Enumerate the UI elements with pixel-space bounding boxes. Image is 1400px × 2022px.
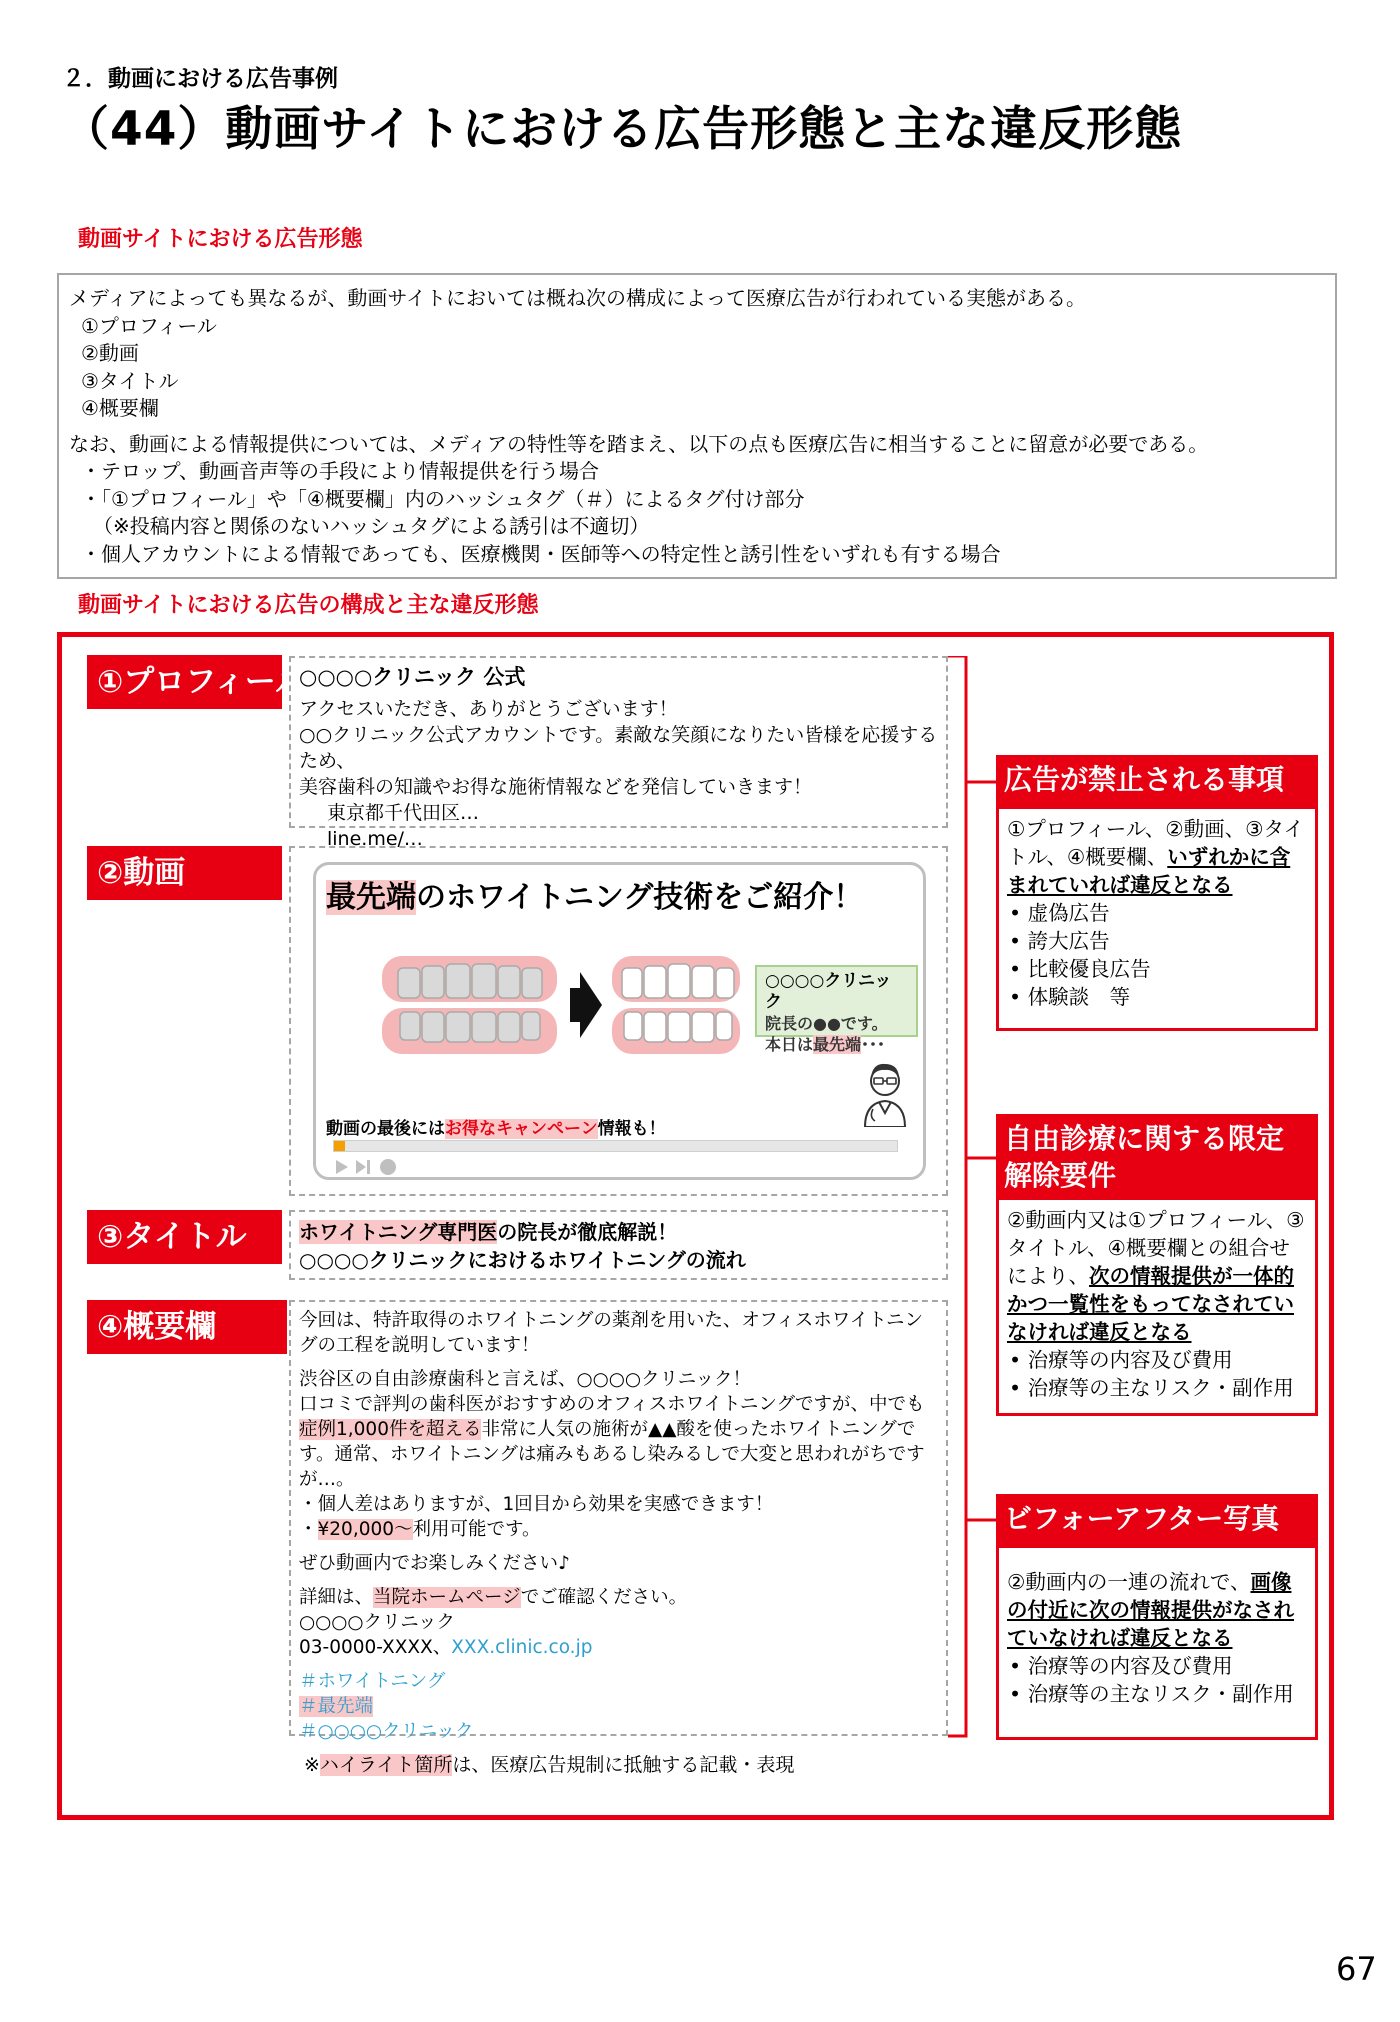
page-number: 67 — [1336, 1950, 1377, 1988]
panel-text: ②動画内又は①プロフィール、③タイトル、④概要欄との組合せにより、次の情報提供が一体的かつ一覧性をもってなされていなければ違反となる — [1007, 1208, 1305, 1344]
profile-box — [289, 656, 948, 850]
video-progress-bar[interactable] — [333, 1140, 898, 1152]
title-highlight: ホワイトニング専門医 — [299, 1220, 498, 1244]
profile-line: ○○クリニック公式アカウントです。素敵な笑顔になりたい皆様を応援するため、 — [299, 724, 938, 772]
panel-item: • 治療等の主なリスク・副作用 — [1009, 1682, 1294, 1706]
panel-exemption-body — [996, 1200, 1318, 1416]
label-profile: ①プロフィール — [87, 655, 282, 709]
speech-bubble — [755, 965, 918, 1054]
profile-line: アクセスいただき、ありがとうございます！ — [299, 698, 678, 720]
summary-highlight: 症例1,000件を超える — [299, 1419, 482, 1440]
video-caption — [326, 872, 863, 916]
intro-line1: メディアによっても異なるが、動画サイトにおいては概ね次の構成によって医療広告が行われている実態がある。 — [69, 286, 1086, 310]
panel-prohibited-heading: 広告が禁止される事項 — [996, 755, 1318, 809]
bubble-highlight: 最先端 — [813, 1035, 862, 1054]
profile-address: 東京都千代田区… — [327, 802, 480, 824]
summary-clinic: ○○○○クリニック — [299, 1612, 455, 1633]
video-title-line2: ○○○○クリニックにおけるホワイトニングの流れ — [299, 1248, 746, 1272]
footnote: ※ハイライト箇所は、医療広告規制に抵触する記載・表現 — [304, 1754, 795, 1776]
intro-point: （※投稿内容と関係のないハッシュタグによる誘引は不適切） — [93, 514, 650, 538]
section-label: ２．動画における広告事例 — [62, 66, 338, 92]
intro-point: ・「①プロフィール」や「④概要欄」内のハッシュタグ（＃）によるタグ付け部分 — [81, 486, 805, 511]
summary-contact: 03-0000-XXXX、XXX.clinic.co.jp — [299, 1637, 593, 1658]
hashtag-link[interactable]: ＃最先端 — [299, 1696, 374, 1717]
panel-item: • 虚偽広告 — [1009, 901, 1110, 925]
panel-beforeafter-heading: ビフォーアフター写真 — [996, 1494, 1318, 1548]
profile-line: 美容歯科の知識やお得な施術情報などを発信していきます！ — [299, 776, 813, 798]
profile-link[interactable]: line.me/… — [327, 828, 423, 850]
footnote-highlight: ハイライト箇所 — [319, 1754, 453, 1776]
intro-item: ②動画 — [81, 341, 139, 365]
hashtag-link[interactable]: ＃○○○○クリニック — [299, 1721, 474, 1742]
title-box — [289, 1210, 948, 1280]
label-summary: ④概要欄 — [87, 1300, 287, 1354]
intro-line2: なお、動画による情報提供については、メディアの特性等を踏まえ、以下の点も医療広告に相当することに留意が必要である。 — [69, 431, 1209, 456]
summary-line: ぜひ動画内でお楽しみください♪ — [299, 1553, 570, 1574]
intro-item: ③タイトル — [81, 368, 179, 393]
summary-paragraph: 口コミで評判の歯科医がおすすめのオフィスホワイトニングですが、中でも症例1,000件を超える非常に人気の施術が▲▲酸を使ったホワイトニングです。通常、ホワイトニングは痛みもあるし染みるしで大変と思われがちですが…。 — [299, 1394, 925, 1490]
summary-line: 詳細は、当院ホームページでご確認ください。 — [299, 1587, 688, 1608]
right-bracket — [946, 656, 998, 1738]
summary-homepage-highlight: 当院ホームページ — [373, 1587, 521, 1608]
panel-item: • 体験談 等 — [1009, 985, 1131, 1009]
panel-item: • 治療等の内容及び費用 — [1009, 1654, 1233, 1678]
panel-prohibited-body — [996, 809, 1318, 1031]
teeth-before-icon — [382, 956, 557, 1054]
panel-text: ②動画内の一連の流れで、画像の付近に次の情報提供がなされていなければ違反となる — [1007, 1570, 1294, 1650]
video-progress-fill — [334, 1141, 345, 1151]
player-controls — [334, 1158, 414, 1176]
heading-structure: 動画サイトにおける広告の構成と主な違反形態 — [78, 593, 539, 618]
hashtag-link[interactable]: ＃ホワイトニング — [299, 1671, 446, 1692]
page-title: （44）動画サイトにおける広告形態と主な違反形態 — [62, 102, 1183, 157]
summary-paragraph: 今回は、特許取得のホワイトニングの薬剤を用いた、オフィスホワイトニングの工程を説明しています！ — [299, 1310, 924, 1356]
summary-price-highlight: ¥20,000～ — [317, 1519, 413, 1540]
panel-underline: 次の情報提供が一体的かつ一覧性をもってなされていなければ違反となる — [1007, 1264, 1294, 1344]
intro-point: ・テロップ、動画音声等の手段により情報提供を行う場合 — [81, 459, 599, 483]
panel-text: ①プロフィール、②動画、③タイトル、④概要欄、いずれかに含まれていれば違反となる — [1007, 817, 1305, 897]
video-telop: 動画の最後にはお得なキャンペーン情報も！ — [326, 1119, 666, 1139]
volume-icon — [380, 1159, 396, 1175]
label-title: ③タイトル — [87, 1210, 282, 1264]
summary-line: ・¥20,000～利用可能です。 — [299, 1519, 541, 1540]
panel-item: • 治療等の内容及び費用 — [1009, 1348, 1233, 1372]
clinic-url-link[interactable]: XXX.clinic.co.jp — [451, 1637, 593, 1658]
intro-item: ①プロフィール — [81, 313, 217, 338]
panel-item: • 誇大広告 — [1009, 929, 1110, 953]
intro-item: ④概要欄 — [81, 396, 159, 420]
arrow-right-icon — [570, 972, 602, 1038]
summary-line: 渋谷区の自由診療歯科と言えば、○○○○クリニック！ — [299, 1369, 751, 1390]
play-icon — [336, 1160, 348, 1174]
summary-box — [289, 1300, 948, 1742]
panel-underline: 画像の付近に次の情報提供がなされていなければ違反となる — [1007, 1570, 1294, 1650]
intro-point: ・個人アカウントによる情報であっても、医療機関・医師等への特定性と誘引性をいずれも有する場合 — [81, 541, 1001, 566]
video-caption-text: のホワイトニング技術をご紹介！ — [416, 880, 864, 915]
panel-beforeafter-body — [996, 1548, 1318, 1740]
summary-line: ・個人差はありますが、1回目から効果を実感できます！ — [299, 1494, 774, 1515]
bubble-line3: 本日は最先端･･･ — [765, 1035, 886, 1054]
video-title-line1: ホワイトニング専門医の院長が徹底解説！ — [299, 1220, 678, 1244]
profile-name: ○○○○クリニック 公式 — [299, 665, 526, 689]
panel-item: • 治療等の主なリスク・副作用 — [1009, 1376, 1294, 1400]
doctor-icon — [855, 1055, 915, 1127]
teeth-after-icon — [612, 956, 740, 1054]
panel-item: • 比較優良広告 — [1009, 957, 1151, 981]
next-icon — [356, 1160, 370, 1174]
heading-ad-forms: 動画サイトにおける広告形態 — [78, 227, 363, 252]
video-telop-highlight: お得なキャンペーン — [445, 1119, 598, 1139]
bubble-clinic: ○○○○クリニック — [765, 971, 892, 1012]
panel-exemption-heading: 自由診療に関する限定解除要件 — [996, 1114, 1318, 1200]
label-video: ②動画 — [87, 846, 282, 900]
panel-underline: いずれかに含まれていれば違反となる — [1007, 845, 1291, 897]
bubble-director: 院長の●●です。 — [765, 1014, 888, 1033]
video-caption-highlight: 最先端 — [326, 880, 416, 915]
before-after-teeth-illustration — [380, 950, 740, 1060]
intro-box — [57, 273, 1337, 579]
